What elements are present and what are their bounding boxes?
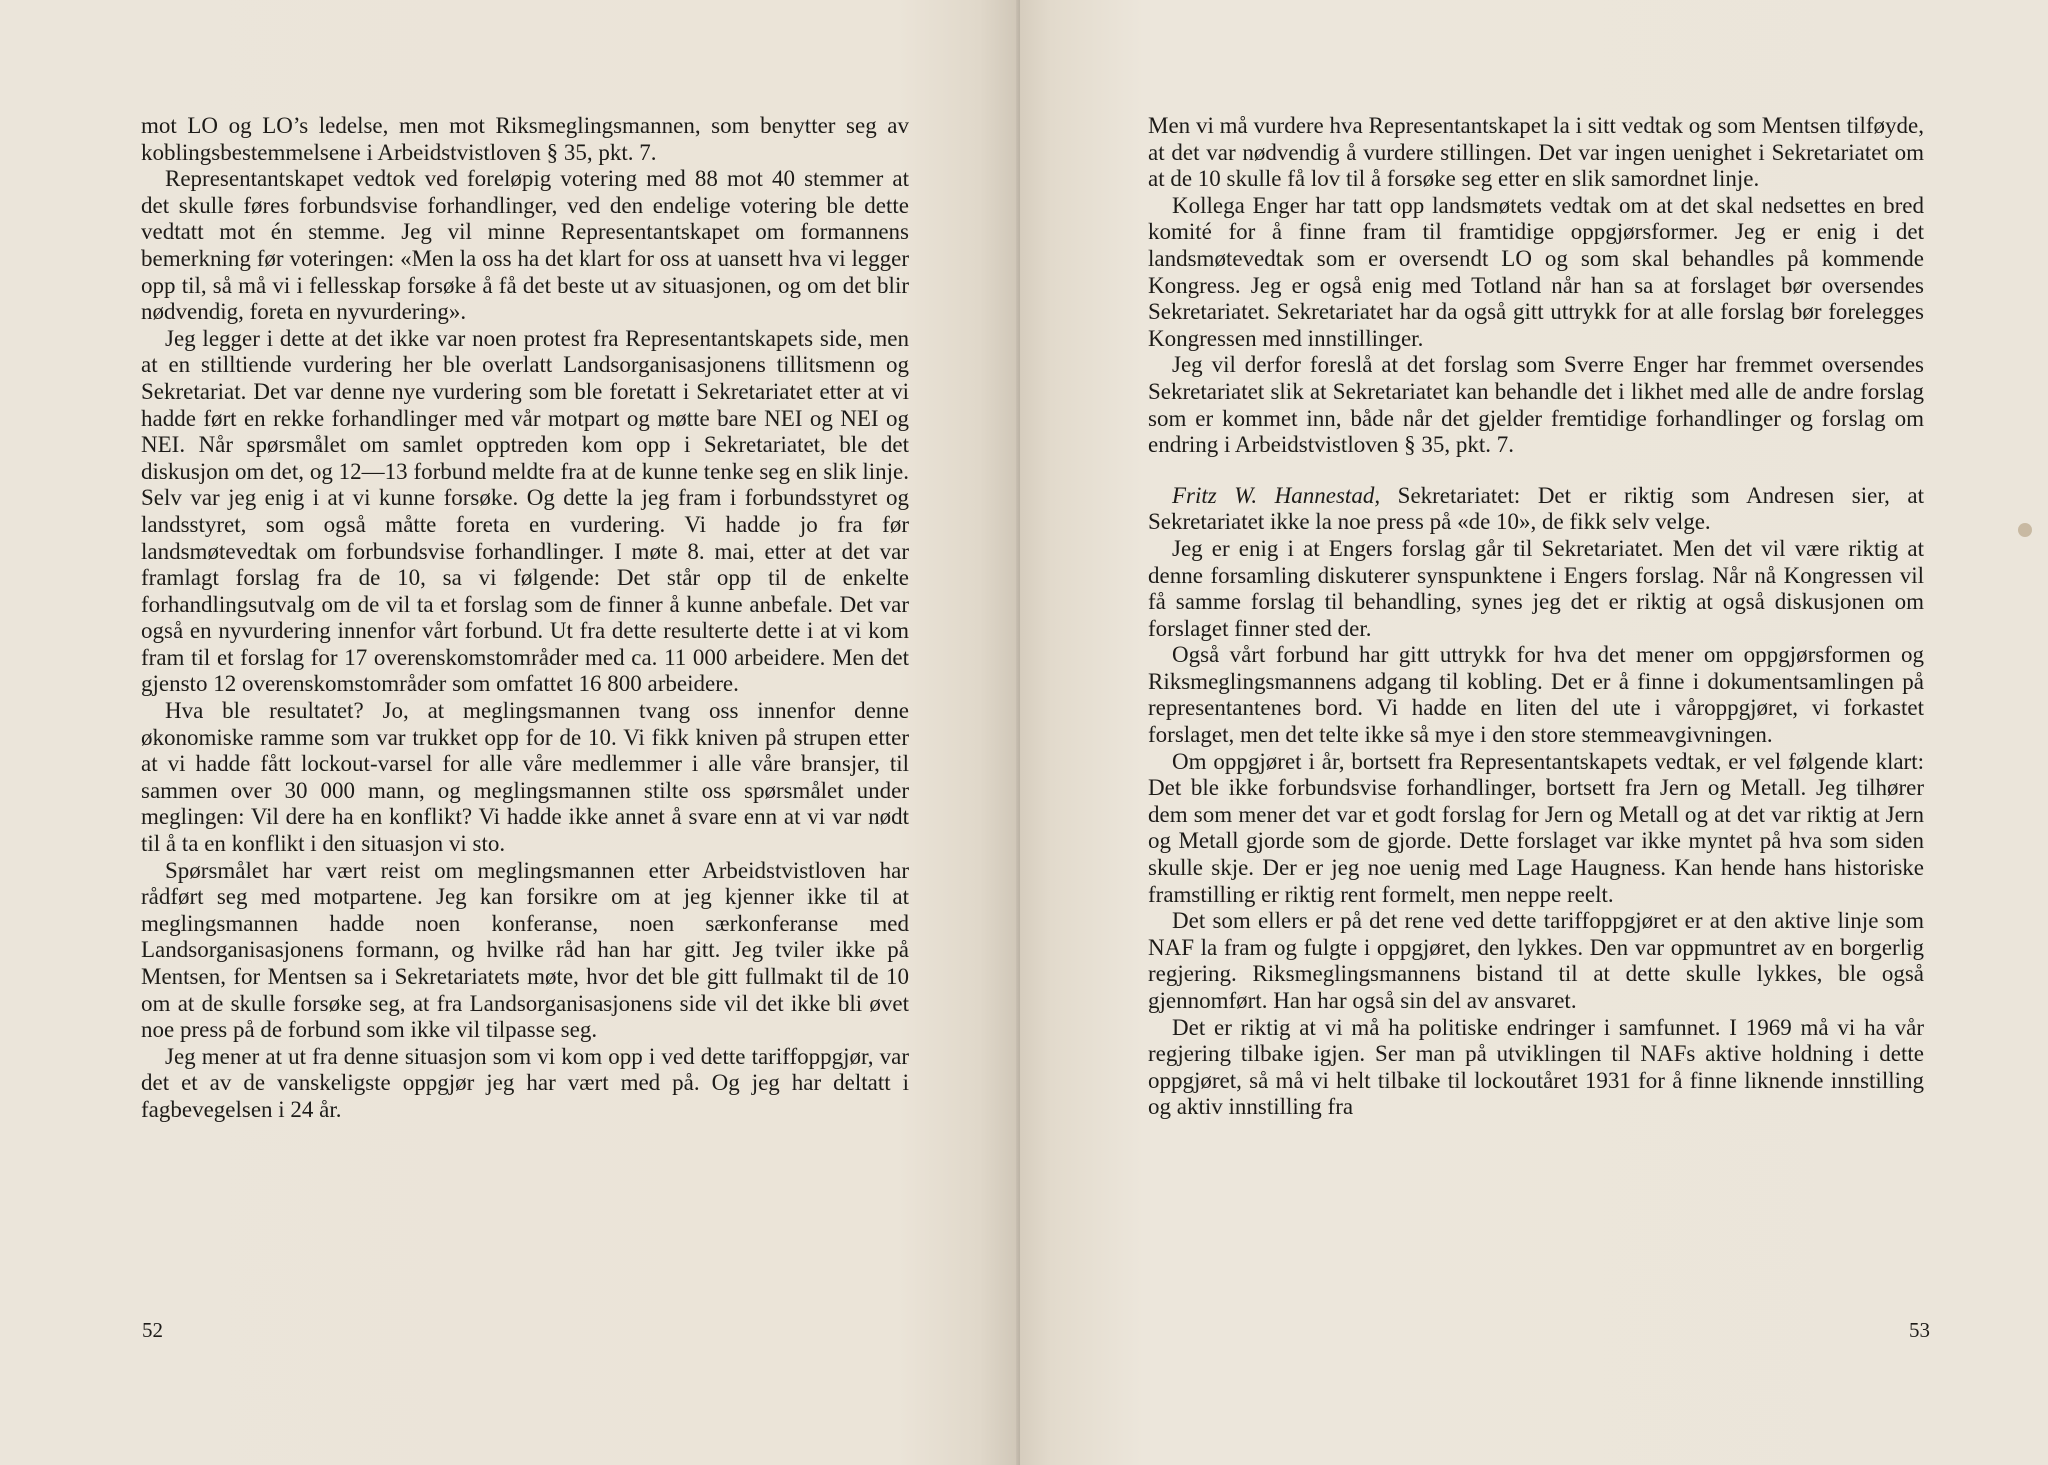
paragraph: Jeg vil derfor foreslå at det forslag som Sverre Enger har fremmet oversendes Sekretariatet slik at Sekretariatet kan behandle det i likhet med alle de andre forslag som er kommet inn, både når det gjelder fremtidige forhandlinger og forslag om endring i Arbeidstvistloven § 35, pkt. 7. (1148, 352, 1924, 458)
speaker-paragraph (1148, 483, 1924, 536)
paragraph: Det som ellers er på det rene ved dette tariffoppgjøret er at den aktive linje som NAF la fram og fulgte i oppgjøret, den lykkes. Den var oppmuntret av en borgerlig regjering. Riksmeglingsmannens bistand til at dette skulle lykkes, ble også gjennomført. Han har også sin del av ansvaret. (1148, 908, 1924, 1013)
paragraph: Jeg mener at ut fra denne situasjon som vi kom opp i ved dette tariffoppgjør, var det et av de vanskeligste oppgjør jeg har vært med på. Og jeg har deltatt i fagbevegelsen i 24 år. (141, 1043, 909, 1122)
paragraph: Hva ble resultatet? Jo, at meglingsmannen tvang oss innenfor denne økonomiske ramme som var trukket opp for de 10. Vi fikk kniven på strupen etter at vi hadde fått lockout-varsel for alle våre medlemmer i alle våre bransjer, til sammen over 30 000 mann, og meglingsmannen stilte oss spørsmålet under meglingen: Vil dere ha en konflikt? Vi hadde ikke annet å svare enn at vi var nødt til å ta en konflikt i den situasjon vi sto. (141, 698, 909, 857)
stain-mark (2018, 523, 2032, 537)
paragraph: Spørsmålet har vært reist om meglingsmannen etter Arbeidstvistloven har rådført seg med motpartene. Jeg kan forsikre om at jeg kjenner ikke til at meglingsmannen hadde noen konferanse, noen særkonferanse med Landsorganisasjonens formann, og hvilke råd han har gitt. Jeg tviler ikke på Mentsen, for Mentsen sa i Sekretariatets møte, hvor det ble gitt fullmakt til de 10 om at de skulle forsøke seg, at fra Landsorganisasjonens side vil det ikke bli øvet noe press på de forbund som ikke vil tilpasse seg. (141, 857, 909, 1043)
page-number: 52 (142, 1318, 163, 1342)
paragraph: Det er riktig at vi må ha politiske endringer i samfunnet. I 1969 må vi ha vår regjering tilbake igjen. Ser man på utviklingen til NAFs aktive holdning i dette oppgjøret, så må vi helt tilbake til lockoutåret 1931 for å finne liknende innstilling og aktiv innstilling fra (1148, 1014, 1924, 1120)
paragraph: Men vi må vurdere hva Representantskapet la i sitt vedtak og som Mentsen tilføyde, at det var nødvendig å vurdere stillingen. Det var ingen uenighet i Sekretariatet om at de 10 skulle få lov til å forsøke seg etter en slik samordnet linje. (1148, 113, 1924, 192)
speaker-text: Sekretariatet: Det er riktig som Andresen sier, at Sekretariatet ikke la noe press på «de 10», de fikk selv velge. (1148, 482, 1924, 535)
paragraph: Kollega Enger har tatt opp landsmøtets vedtak om at det skal nedsettes en bred komité for å finne fram til framtidige oppgjørsformer. Jeg er enig i det landsmøtevedtak som er oversendt LO og som skal behandles på kommende Kongress. Jeg er også enig med Totland når han sa at forslaget bør oversendes Sekretariatet. Sekretariatet har da også gitt uttrykk for at alle forslag bør forelegges Kongressen med innstillinger. (1148, 192, 1924, 351)
paragraph: Representantskapet vedtok ved foreløpig votering med 88 mot 40 stemmer at det skulle føres forbundsvise forhandlinger, ved den endelige votering ble dette vedtatt mot én stemme. Jeg vil minne Representantskapet om formannens bemerkning før voteringen: «Men la oss ha det klart for oss at uansett hva vi legger opp til, så må vi i fellesskap forsøke å få det beste ut av situasjonen, og om det blir nødvendig, foreta en nyvurdering». (141, 166, 909, 325)
paragraph: Jeg er enig i at Engers forslag går til Sekretariatet. Men det vil være riktig at denne forsamling diskuterer synspunktene i Engers forslag. Når nå Kongressen vil få samme forslag til behandling, synes jeg det er riktig at også diskusjonen om forslaget finner sted der. (1148, 535, 1924, 641)
right-page (1020, 0, 2048, 1465)
paragraph: mot LO og LO’s ledelse, men mot Riksmeglingsmannen, som benytter seg av koblingsbestemmelsene i Arbeidstvistloven § 35, pkt. 7. (141, 113, 909, 165)
paragraph: Om oppgjøret i år, bortsett fra Representantskapets vedtak, er vel følgende klart: Det ble ikke forbundsvise forhandlinger, bortsett fra Jern og Metall. Jeg tilhører dem som mener det var et godt forslag for Jern og Metall og at det var riktig at Jern og Metall gjorde som de gjorde. Dette forslaget var ikke myntet på hva som siden skulle skje. Der er jeg noe uenig med Lage Haugness. Kan hende hans historiske framstilling er riktig rent formelt, men neppe reelt. (1148, 748, 1924, 907)
speaker-name: Fritz W. Hannestad, (1172, 482, 1381, 508)
right-text-column (1148, 113, 1924, 1121)
paragraph: Også vårt forbund har gitt uttrykk for hva det mener om oppgjørsformen og Riksmeglingsmannens adgang til kobling. Det er å finne i dokumentsamlingen på representantenes bord. Vi hadde en liten del ute i våroppgjøret, vi forkastet forslaget, men det telte ikke så mye i den store stemmeavgivningen. (1148, 642, 1924, 748)
left-page (0, 0, 1020, 1465)
page-number: 53 (1909, 1318, 1930, 1342)
paragraph: Jeg legger i dette at det ikke var noen protest fra Representantskapets side, men at en stilltiende vurdering her ble overlatt Landsorganisasjonens tillitsmenn og Sekretariat. Det var denne nye vurdering som ble foretatt i Sekretariatet etter at vi hadde ført en rekke forhandlinger med vår motpart og møtte bare NEI og NEI og NEI. Når spørsmålet om samlet opptreden kom opp i Sekretariatet, ble det diskusjon om det, og 12—13 forbund meldte fra at de kunne tenke seg en slik linje. Selv var jeg enig i at vi kunne forsøke. Og dette la jeg fram i forbundsstyret og landsstyret, som også måtte foreta en vurdering. Vi hadde jo fra før landsmøtevedtak om forbundsvise forhandlinger. I møte 8. mai, etter at det var framlagt forslag fra de 10, sa vi følgende: Det står opp til de enkelte forhandlingsutvalg om de vil ta et forslag som de finner å kunne anbefale. Det var også en nyvurdering innenfor vårt forbund. Ut fra dette resulterte dette i at vi kom fram til et forslag for 17 overenskomstområder med ca. 11 000 arbeidere. Men det gjensto 12 overenskomstområder som omfattet 16 800 arbeidere. (141, 325, 909, 697)
left-text-column (141, 113, 909, 1124)
